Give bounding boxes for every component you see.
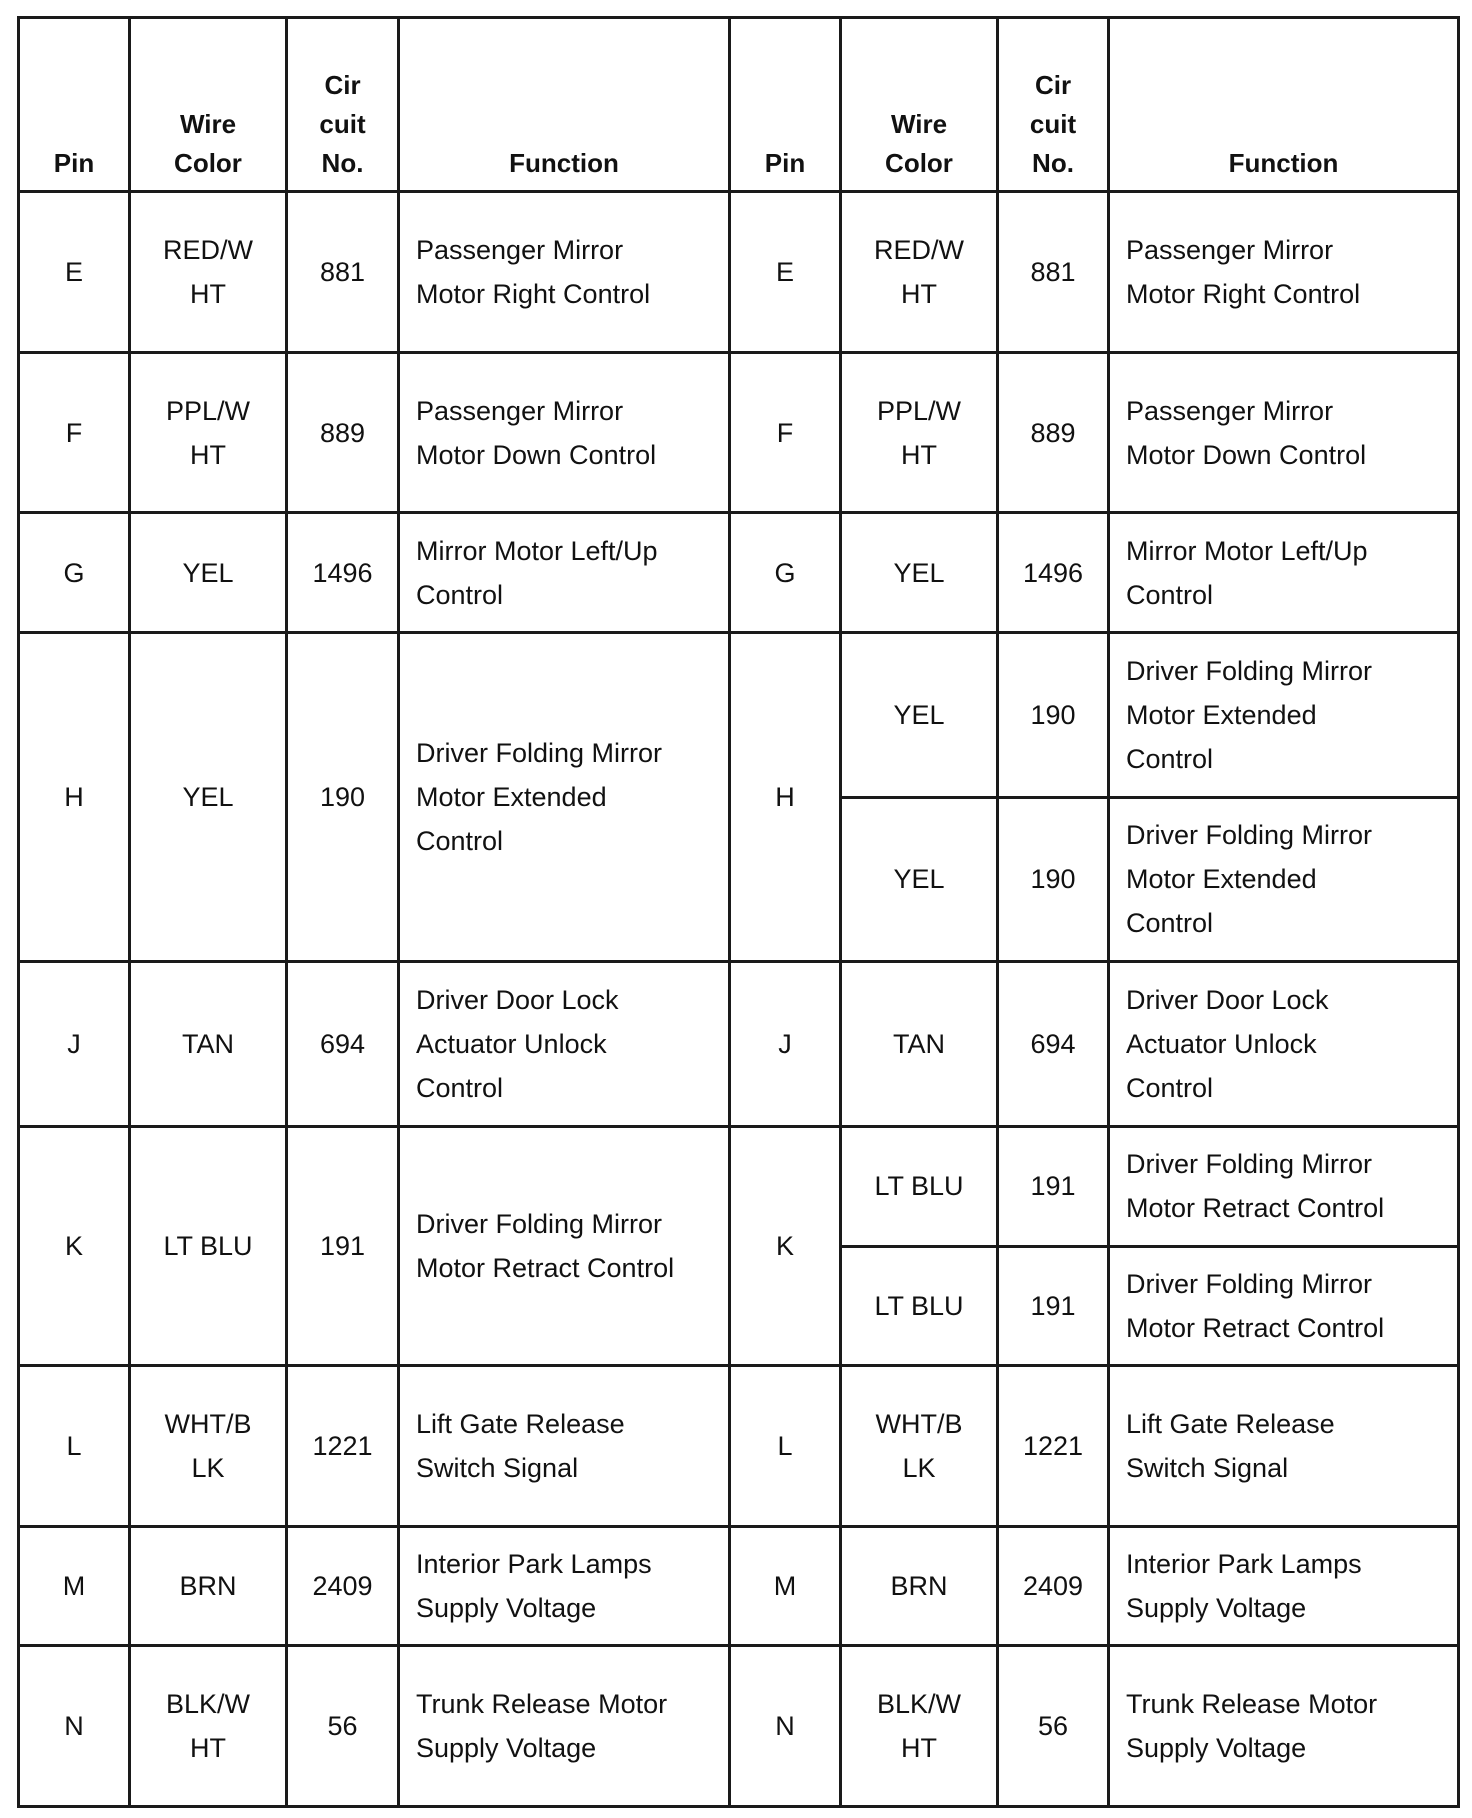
header-wire-color: Wire Color [130, 18, 287, 192]
wire-color-cell: WHT/B LK [130, 1366, 287, 1527]
function-cell: Driver Door Lock Actuator Unlock Control [1109, 962, 1459, 1127]
pin-cell: J [19, 962, 130, 1127]
header-row [19, 18, 1459, 192]
circuit-cell: 56 [998, 1646, 1109, 1807]
pin-cell: H [730, 632, 841, 961]
circuit-cell: 56 [287, 1646, 399, 1807]
function-cell: Passenger Mirror Motor Right Control [399, 192, 730, 353]
function-cell: Driver Door Lock Actuator Unlock Control [399, 962, 730, 1127]
circuit-cell: 881 [998, 192, 1109, 353]
circuit-cell: 2409 [287, 1526, 399, 1646]
pin-cell: F [730, 352, 841, 513]
wire-color-cell: YEL [841, 632, 998, 797]
wire-color-cell: YEL [130, 513, 287, 633]
circuit-cell: 694 [287, 962, 399, 1127]
circuit-cell: 1496 [287, 513, 399, 633]
pin-cell: J [730, 962, 841, 1127]
pin-cell: M [730, 1526, 841, 1646]
table-row [19, 192, 1459, 353]
function-cell: Mirror Motor Left/Up Control [399, 513, 730, 633]
wire-color-cell: LT BLU [130, 1127, 287, 1366]
header-function: Function [1109, 18, 1459, 192]
header-function: Function [399, 18, 730, 192]
circuit-cell: 694 [998, 962, 1109, 1127]
pin-cell: E [19, 192, 130, 353]
pin-cell: K [730, 1127, 841, 1366]
header-wire-color: Wire Color [841, 18, 998, 192]
wire-color-cell: TAN [841, 962, 998, 1127]
function-cell: Trunk Release Motor Supply Voltage [1109, 1646, 1459, 1807]
header-pin: Pin [730, 18, 841, 192]
circuit-cell: 889 [287, 352, 399, 513]
wire-color-cell: YEL [841, 513, 998, 633]
table-row [19, 1127, 1459, 1247]
function-cell: Driver Folding Mirror Motor Retract Control [1109, 1246, 1459, 1366]
pin-cell: M [19, 1526, 130, 1646]
table-row [19, 513, 1459, 633]
function-cell: Mirror Motor Left/Up Control [1109, 513, 1459, 633]
pin-cell: L [19, 1366, 130, 1527]
pin-cell: H [19, 632, 130, 961]
function-cell: Trunk Release Motor Supply Voltage [399, 1646, 730, 1807]
pin-cell: N [19, 1646, 130, 1807]
header-circuit-no: Cir cuit No. [998, 18, 1109, 192]
circuit-cell: 881 [287, 192, 399, 353]
circuit-cell: 1221 [287, 1366, 399, 1527]
pin-cell: E [730, 192, 841, 353]
function-cell: Driver Folding Mirror Motor Extended Control [399, 632, 730, 961]
table-row [19, 352, 1459, 513]
wire-color-cell: RED/W HT [130, 192, 287, 353]
function-cell: Driver Folding Mirror Motor Retract Control [399, 1127, 730, 1366]
pin-cell: N [730, 1646, 841, 1807]
circuit-cell: 2409 [998, 1526, 1109, 1646]
pin-cell: G [730, 513, 841, 633]
wire-color-cell: BLK/W HT [130, 1646, 287, 1807]
function-cell: Passenger Mirror Motor Down Control [399, 352, 730, 513]
table-row [19, 632, 1459, 797]
circuit-cell: 1221 [998, 1366, 1109, 1527]
wire-color-cell: TAN [130, 962, 287, 1127]
function-cell: Lift Gate Release Switch Signal [1109, 1366, 1459, 1527]
circuit-cell: 190 [998, 632, 1109, 797]
wire-color-cell: LT BLU [841, 1127, 998, 1247]
function-cell: Driver Folding Mirror Motor Extended Control [1109, 797, 1459, 962]
function-cell: Interior Park Lamps Supply Voltage [399, 1526, 730, 1646]
pin-cell: K [19, 1127, 130, 1366]
table-row [19, 1646, 1459, 1807]
wire-color-cell: PPL/W HT [841, 352, 998, 513]
wire-color-cell: YEL [130, 632, 287, 961]
header-pin: Pin [19, 18, 130, 192]
table-row [19, 1526, 1459, 1646]
pin-cell: F [19, 352, 130, 513]
circuit-cell: 190 [998, 797, 1109, 962]
circuit-cell: 1496 [998, 513, 1109, 633]
pin-cell: L [730, 1366, 841, 1527]
circuit-cell: 191 [998, 1127, 1109, 1247]
wire-color-cell: BRN [841, 1526, 998, 1646]
table-row [19, 962, 1459, 1127]
wire-color-cell: YEL [841, 797, 998, 962]
wire-color-cell: PPL/W HT [130, 352, 287, 513]
pin-cell: G [19, 513, 130, 633]
wire-color-cell: WHT/B LK [841, 1366, 998, 1527]
circuit-cell: 191 [998, 1246, 1109, 1366]
function-cell: Passenger Mirror Motor Down Control [1109, 352, 1459, 513]
function-cell: Lift Gate Release Switch Signal [399, 1366, 730, 1527]
wire-color-cell: BLK/W HT [841, 1646, 998, 1807]
header-circuit-no: Cir cuit No. [287, 18, 399, 192]
table-row [19, 1366, 1459, 1527]
wire-color-cell: BRN [130, 1526, 287, 1646]
circuit-cell: 191 [287, 1127, 399, 1366]
wire-color-cell: RED/W HT [841, 192, 998, 353]
function-cell: Passenger Mirror Motor Right Control [1109, 192, 1459, 353]
function-cell: Driver Folding Mirror Motor Retract Control [1109, 1127, 1459, 1247]
function-cell: Driver Folding Mirror Motor Extended Control [1109, 632, 1459, 797]
circuit-cell: 190 [287, 632, 399, 961]
wire-color-cell: LT BLU [841, 1246, 998, 1366]
connector-pinout-table [17, 16, 1460, 1808]
circuit-cell: 889 [998, 352, 1109, 513]
function-cell: Interior Park Lamps Supply Voltage [1109, 1526, 1459, 1646]
